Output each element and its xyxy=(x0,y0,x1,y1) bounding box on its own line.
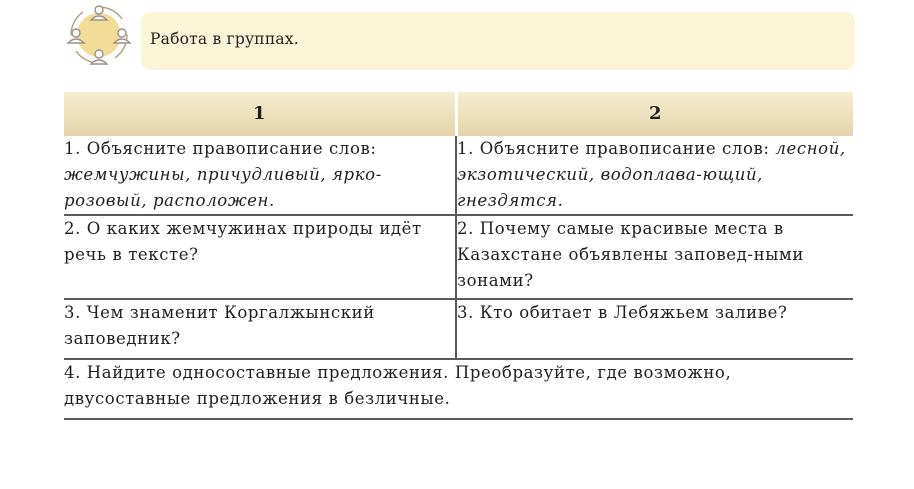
column-header-1: 1 xyxy=(64,92,456,136)
banner-title: Работа в группах. xyxy=(150,30,299,48)
task-text: 1. Объясните правописание слов: xyxy=(457,139,770,158)
task-cell-3-1: 3. Чем знаменит Коргалжынский заповедник? xyxy=(64,299,456,359)
column-header-2: 2 xyxy=(456,92,853,136)
task-cell-4: 4. Найдите односоставные предложения. Преобразуйте, где возможно, двусоставные предложения в безличные. xyxy=(64,359,853,419)
table-header-row xyxy=(64,92,853,136)
group-task-table xyxy=(64,92,853,420)
table-row xyxy=(64,136,853,215)
table-row xyxy=(64,299,853,359)
group-work-icon xyxy=(66,2,132,68)
table-row xyxy=(64,215,853,299)
table-row xyxy=(64,359,853,419)
task-words: лесной, экзотический, водоплава-ющий, гнездятся. xyxy=(457,139,846,210)
task-cell-2-2: 2. Почему самые красивые места в Казахстане объявлены заповед-ными зонами? xyxy=(456,215,853,299)
task-cell-3-2: 3. Кто обитает в Лебяжьем заливе? xyxy=(456,299,853,359)
task-text: 1. Объясните правописание слов: xyxy=(64,139,377,158)
task-cell-2-1: 2. О каких жемчужинах природы идёт речь в тексте? xyxy=(64,215,456,299)
task-cell-1-2 xyxy=(456,136,853,215)
task-banner xyxy=(141,12,855,70)
task-words: жемчужины, причудливый, ярко-розовый, расположен. xyxy=(64,165,382,210)
task-cell-1-1 xyxy=(64,136,456,215)
